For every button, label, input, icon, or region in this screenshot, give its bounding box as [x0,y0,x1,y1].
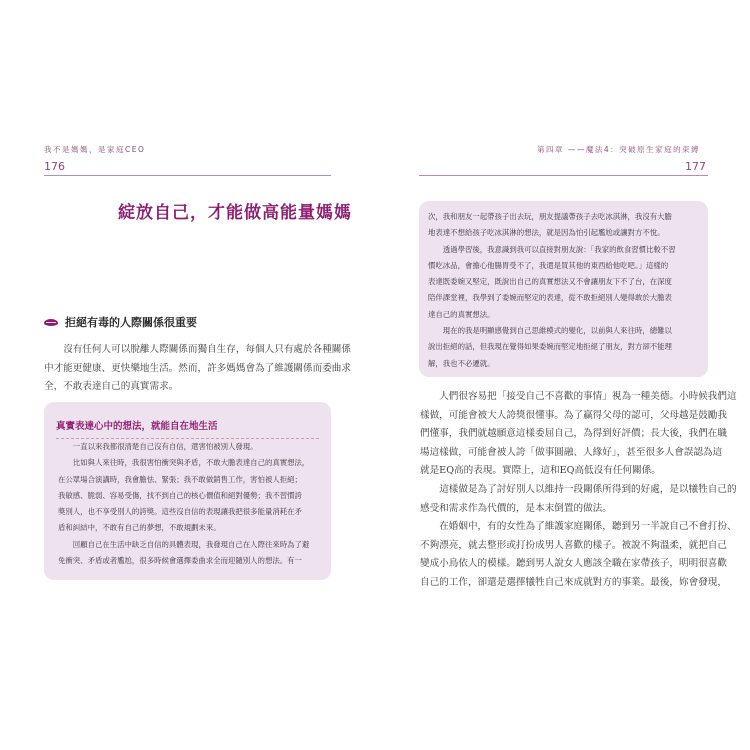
body-text [44,341,351,397]
box-line: 比如與人來往時，我很害怕衝突與矛盾，不敢大膽表達自己的真實想法， [72,458,310,468]
box-text-continued [428,209,676,372]
box-line: 獎別人，也不享受別人的誇獎。這些沒自信的表現讓我把很多能量消耗在矛 [58,507,302,517]
box-line: 地表達不想給孩子吃冰淇淋的想法，就是因為怕引起尷尬或讓對方不悅。 [428,228,665,238]
box-title: 真實表達心中的想法，就能自在地生活 [56,421,218,432]
box-line: 現在的我是明顯感覺到自己思維模式的變化，以前與人來往時，總難以 [442,326,672,336]
paragraph-line: 不夠漂亮，就去整形或打扮成男人喜歡的樣子。被說不夠溫柔，就把自己 [420,539,727,551]
box-line: 免衝突、矛盾或者尷尬，很多時候會選擇委曲求全而迎隨別人的想法。有一 [58,556,302,566]
box-line: 次，我和朋友一起帶孩子出去玩，朋友提議帶孩子去吃冰淇淋，我沒有大膽 [428,212,672,221]
box-line: 我敏感、脆弱、容易受傷，找不到自己的核心價值和絕對優勢；我不習慣誇 [58,490,302,500]
paragraph-line: 們懂事，我們就越願意這樣委屈自己，為得到好評價；長大後，我們在職 [420,428,727,440]
running-head: 我不是媽媽，是家庭CEO [44,145,146,154]
paragraph-line: 中才能更健康、更快樂地生活。然而，許多媽媽會為了維護關係而委曲求 [44,362,351,374]
paragraph-line: 場這樣做，可能會被人誇「做事圓融、人緣好」，甚至很多人會誤認為這 [420,446,723,458]
paragraph-line: 全，不敢表達自己的真實需求。 [44,381,179,393]
paragraph-line: 感受和需求作為代價的，是本末倒置的做法。 [420,502,612,514]
right-page [375,0,750,750]
box-line: 一直以來我都很清楚自己沒有自信，還害怕被別人發現。 [72,442,258,451]
header-rule [44,175,331,176]
section-heading [44,314,197,330]
chapter-title: 綻放自己，才能做高能量媽媽 [118,203,352,223]
box-line: 透過學習後，我意識到我可以直接對朋友說：「我家的飲食習慣比較不習 [442,244,676,254]
box-line: 說出拒絕的話，但我現在覺得如果委婉而堅定地拒絕了朋友，對方卻不能理 [428,342,672,352]
paragraph-line: 沒有任何人可以脫離人際關係而獨自生存，每個人只有處於各種關係 [63,344,351,355]
body-text [420,388,737,593]
box-line: 表達既委婉又堅定，既說出自己的真實想法又不會讓朋友下不了台，在深度 [428,277,672,287]
box-line: 慣吃冰品，會擔心他腸胃受不了，我還是買其他的東西給他吃吧。」這樣的 [428,260,669,270]
header-rule [419,175,708,176]
paragraph-line: 就是EQ高的表現。實際上，這和EQ高低沒有任何關係。 [420,465,661,477]
paragraph-line: 樣做，可能會被大人誇獎很懂事。為了贏得父母的認可，父母越是鼓勵我 [420,409,727,421]
paragraph-line: 自己的工作，卻還是選擇犧牲自己來成就對方的事業。最後，妳會發現， [420,576,727,588]
box-text [58,439,309,569]
box-line: 盾和糾結中，不敢有自己的夢想，不敢規劃未來。 [58,523,221,533]
paragraph-line: 在婚姻中，有的女性為了維護家庭關係，聽到另一半說自己不會打扮、 [439,521,737,533]
page-number: 176 [44,160,65,173]
box-line: 回顧自己在生活中缺乏自信的具體表現，我發現自己在人際往來時為了避 [72,539,310,549]
box-line: 在公眾場合演講時，我會膽怯、緊張；我不敢做銷售工作，害怕被人拒絕； [58,474,302,484]
lips-icon [44,319,58,326]
section-title: 拒絕有毒的人際關係很重要 [65,316,197,329]
paragraph-line: 人們很容易把「接受自己不喜歡的事情」視為一種美德。小時候我們這 [439,391,737,402]
box-line: 解，我也不必遷就。 [428,358,495,368]
running-head: 第四章 ——魔法4：突破原生家庭的束縛 [537,145,701,154]
box-line: 達自己的真實想法。 [428,309,495,319]
box-line: 陪伴課堂裡，我學到了委婉而堅定的表達，從不敢拒絕別人變得敢於大膽表 [428,293,672,303]
paragraph-line: 變成小鳥依人的模樣。聽到男人說女人應該全職在家帶孩子，明明很喜歡 [420,558,727,570]
page-number: 177 [685,160,706,173]
paragraph-line: 這樣做是為了討好別人以維持一段關係所得到的好處，是以犧牲自己的 [439,483,737,495]
